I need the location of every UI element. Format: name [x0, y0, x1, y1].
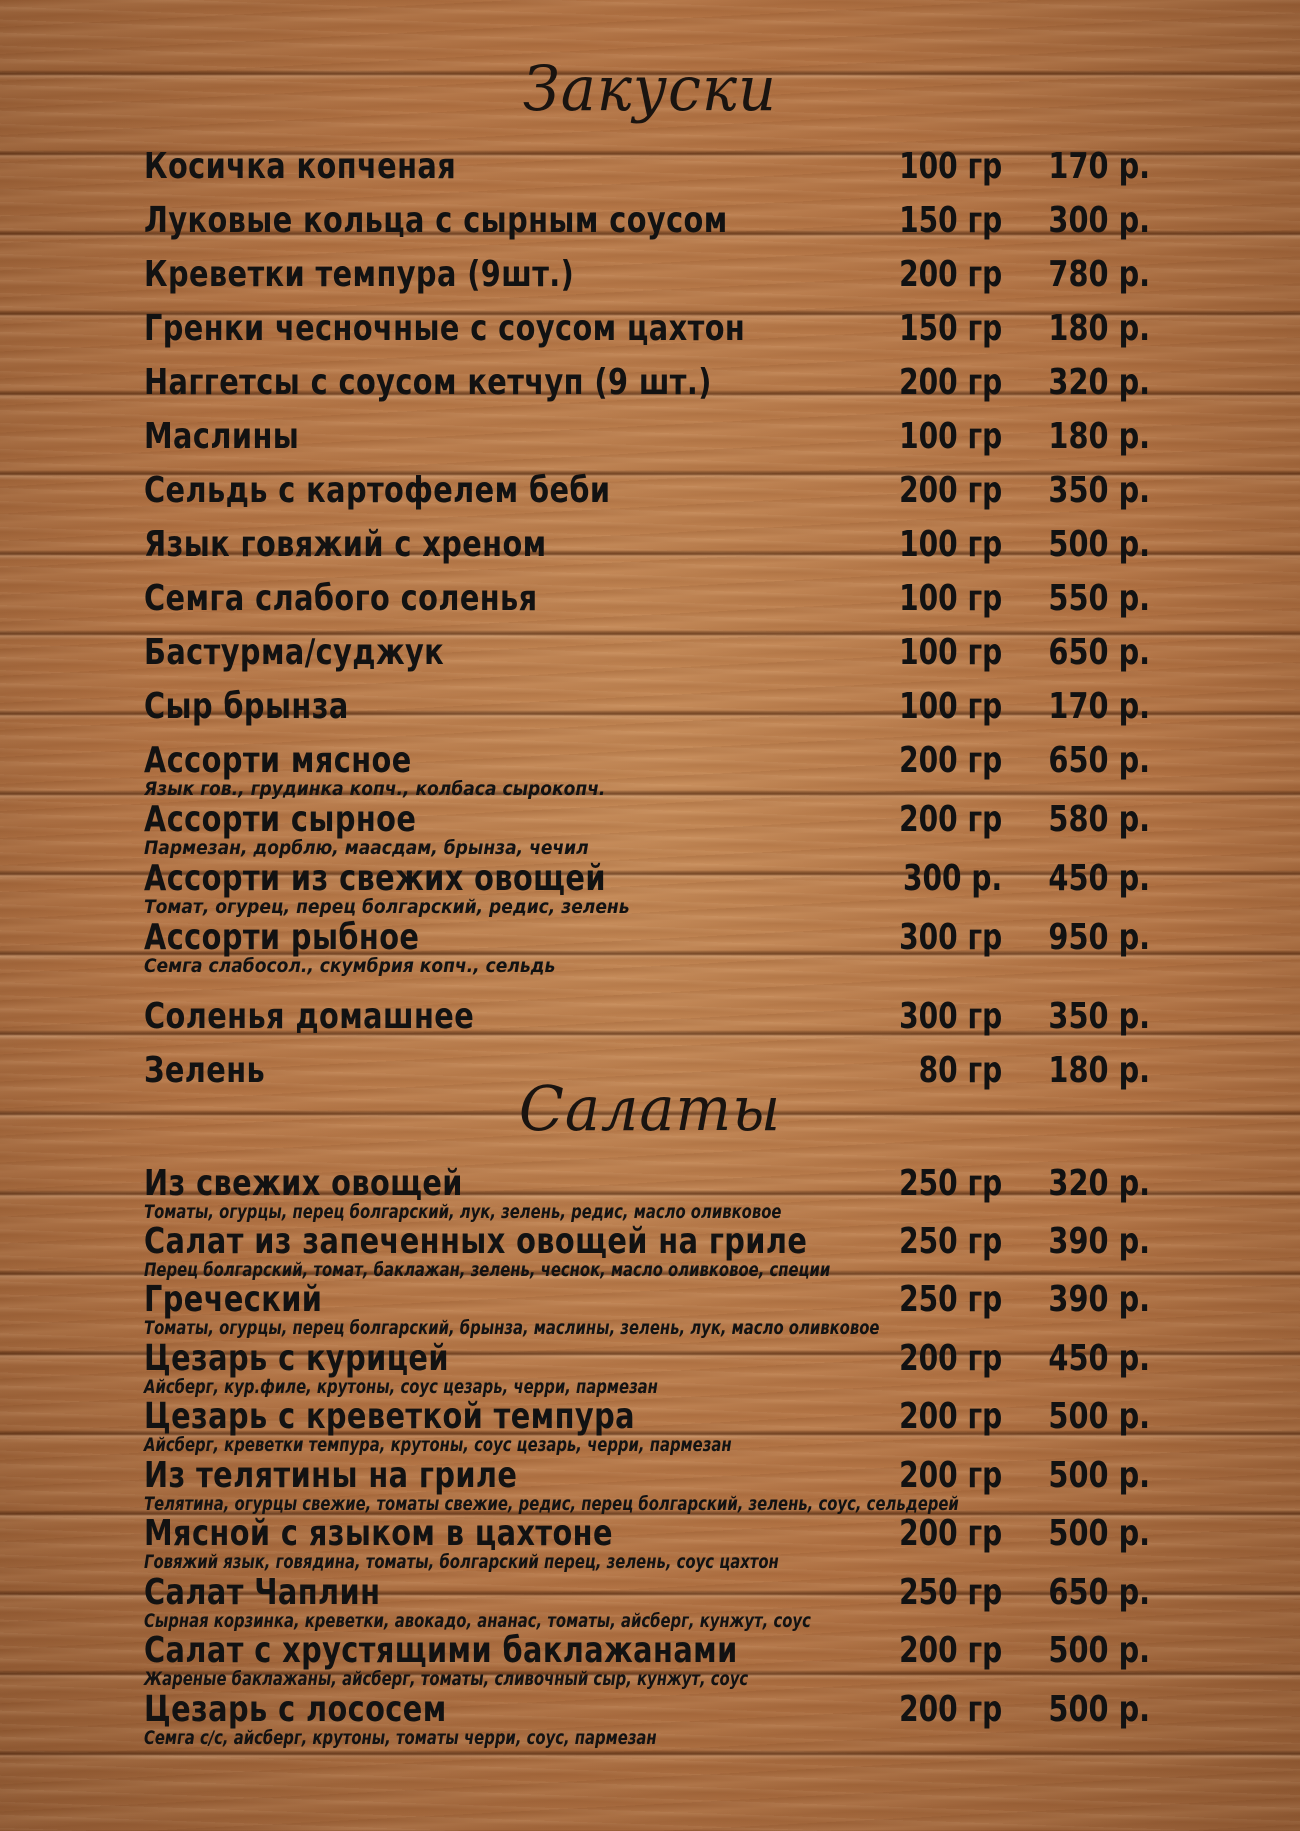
- item-price: 550 р.: [1048, 578, 1150, 619]
- menu-item: [0, 416, 1300, 470]
- item-price: 500 р.: [1048, 1455, 1150, 1496]
- item-name: Бастурма/суджук: [144, 632, 445, 673]
- item-price: 580 р.: [1048, 799, 1150, 840]
- menu-item: [0, 1572, 1300, 1632]
- item-description: Телятина, огурцы свежие, томаты свежие, редис, перец болгарский, зелень, соус, сельдерей: [144, 1493, 959, 1515]
- item-name: Ассорти сырное: [144, 799, 417, 840]
- item-name: Гренки чесночные с соусом цахтон: [144, 308, 746, 349]
- item-price: 650 р.: [1048, 740, 1150, 781]
- item-description: Айсберг, кур.филе, крутоны, соус цезарь, черри, пармезан: [144, 1376, 658, 1398]
- menu-item: [0, 632, 1300, 686]
- item-weight: 200 гр: [898, 362, 1002, 403]
- item-description: Томаты, огурцы, перец болгарский, лук, зелень, редис, масло оливковое: [144, 1201, 782, 1223]
- menu-item: [0, 1338, 1300, 1398]
- item-price: 500 р.: [1048, 1396, 1150, 1437]
- item-price: 950 р.: [1048, 917, 1150, 958]
- menu-item: [0, 254, 1300, 308]
- item-weight: 150 гр: [898, 200, 1002, 241]
- item-name: Ассорти мясное: [144, 740, 412, 781]
- item-description: Семга с/с, айсберг, крутоны, томаты черри, соус, пармезан: [144, 1727, 657, 1749]
- item-weight: 300 р.: [902, 858, 1002, 899]
- item-weight: 200 гр: [898, 470, 1002, 511]
- item-price: 500 р.: [1048, 524, 1150, 565]
- menu-item: [0, 1396, 1300, 1456]
- item-weight: 100 гр: [898, 632, 1002, 673]
- menu-item: [0, 858, 1300, 918]
- item-weight: 200 гр: [898, 1513, 1002, 1554]
- item-name: Салат Чаплин: [144, 1572, 381, 1613]
- item-weight: 200 гр: [898, 799, 1002, 840]
- item-weight: 250 гр: [898, 1163, 1002, 1204]
- item-price: 450 р.: [1048, 1338, 1150, 1379]
- item-description: Томаты, огурцы, перец болгарский, брынза, маслины, зелень, лук, масло оливковое: [144, 1317, 880, 1339]
- menu-item: [0, 146, 1300, 200]
- menu-item: [0, 1455, 1300, 1515]
- item-name: Язык говяжий с хреном: [144, 524, 547, 565]
- item-price: 500 р.: [1048, 1689, 1150, 1730]
- item-weight: 100 гр: [898, 524, 1002, 565]
- menu-item: [0, 470, 1300, 524]
- item-weight: 150 гр: [898, 308, 1002, 349]
- item-name: Косичка копченая: [144, 146, 457, 187]
- item-price: 320 р.: [1048, 362, 1150, 403]
- item-weight: 200 гр: [898, 1689, 1002, 1730]
- item-weight: 200 гр: [898, 1630, 1002, 1671]
- menu-item: [0, 799, 1300, 859]
- menu-item: [0, 917, 1300, 977]
- item-price: 780 р.: [1048, 254, 1150, 295]
- item-price: 650 р.: [1048, 632, 1150, 673]
- menu-item: [0, 362, 1300, 416]
- menu-item: [0, 1513, 1300, 1573]
- item-name: Ассорти из свежих овощей: [144, 858, 606, 899]
- item-weight: 200 гр: [898, 740, 1002, 781]
- item-name: Зелень: [144, 1050, 266, 1091]
- menu-item: [0, 200, 1300, 254]
- item-description: Жареные баклажаны, айсберг, томаты, сливочный сыр, кунжут, соус: [144, 1668, 749, 1690]
- item-price: 180 р.: [1048, 416, 1150, 457]
- menu-item: [0, 1163, 1300, 1223]
- item-price: 170 р.: [1048, 686, 1150, 727]
- section-title-salaty: Салаты: [518, 1072, 782, 1145]
- item-name: Цезарь с курицей: [144, 1338, 449, 1379]
- item-weight: 300 гр: [898, 917, 1002, 958]
- item-description: Говяжий язык, говядина, томаты, болгарский перец, зелень, соус цахтон: [144, 1551, 779, 1573]
- item-weight: 250 гр: [898, 1572, 1002, 1613]
- menu-item: [0, 1279, 1300, 1339]
- item-description: Сырная корзинка, креветки, авокадо, ананас, томаты, айсберг, кунжут, соус: [144, 1610, 811, 1632]
- item-weight: 200 гр: [898, 1338, 1002, 1379]
- item-name: Цезарь с лососем: [144, 1689, 447, 1730]
- item-description: Семга слабосол., скумбрия копч., сельдь: [144, 955, 556, 977]
- menu-item: [0, 578, 1300, 632]
- item-price: 170 р.: [1048, 146, 1150, 187]
- menu-item: [0, 524, 1300, 578]
- menu-item: [0, 1630, 1300, 1690]
- item-name: Семга слабого соленья: [144, 578, 538, 619]
- item-price: 450 р.: [1048, 858, 1150, 899]
- item-weight: 300 гр: [898, 996, 1002, 1037]
- item-price: 390 р.: [1048, 1221, 1150, 1262]
- item-name: Сельдь с картофелем беби: [144, 470, 611, 511]
- item-name: Луковые кольца с сырным соусом: [144, 200, 728, 241]
- item-price: 180 р.: [1048, 308, 1150, 349]
- item-name: Креветки темпура (9шт.): [144, 254, 575, 295]
- item-weight: 100 гр: [898, 416, 1002, 457]
- item-name: Наггетсы с соусом кетчуп (9 шт.): [144, 362, 712, 403]
- menu-item: [0, 1221, 1300, 1281]
- item-price: 500 р.: [1048, 1513, 1150, 1554]
- item-price: 300 р.: [1048, 200, 1150, 241]
- item-price: 350 р.: [1048, 470, 1150, 511]
- item-description: Язык гов., грудинка копч., колбаса сырокопч.: [144, 778, 606, 800]
- item-price: 320 р.: [1048, 1163, 1150, 1204]
- item-price: 500 р.: [1048, 1630, 1150, 1671]
- item-price: 350 р.: [1048, 996, 1150, 1037]
- item-name: Салат с хрустящими баклажанами: [144, 1630, 738, 1671]
- item-description: Пармезан, дорблю, маасдам, брынза, чечил: [144, 837, 589, 859]
- menu-item: [0, 686, 1300, 740]
- item-name: Ассорти рыбное: [144, 917, 420, 958]
- menu-item: [0, 996, 1300, 1050]
- item-name: Из телятины на гриле: [144, 1455, 518, 1496]
- item-weight: 250 гр: [898, 1221, 1002, 1262]
- item-price: 180 р.: [1048, 1050, 1150, 1091]
- item-weight: 100 гр: [898, 578, 1002, 619]
- item-name: Сыр брынза: [144, 686, 349, 727]
- item-weight: 100 гр: [898, 686, 1002, 727]
- item-weight: 80 гр: [918, 1050, 1002, 1091]
- item-price: 650 р.: [1048, 1572, 1150, 1613]
- item-name: Маслины: [144, 416, 300, 457]
- item-price: 390 р.: [1048, 1279, 1150, 1320]
- item-name: Из свежих овощей: [144, 1163, 463, 1204]
- item-name: Мясной с языком в цахтоне: [144, 1513, 613, 1554]
- item-description: Перец болгарский, томат, баклажан, зелень, чеснок, масло оливковое, специи: [144, 1259, 831, 1281]
- menu-item: [0, 308, 1300, 362]
- menu-item: [0, 1689, 1300, 1749]
- item-name: Цезарь с креветкой темпура: [144, 1396, 635, 1437]
- item-weight: 200 гр: [898, 254, 1002, 295]
- menu-item: [0, 740, 1300, 800]
- section-title-zakuski: Закуски: [523, 52, 777, 125]
- item-name: Греческий: [144, 1279, 323, 1320]
- item-weight: 250 гр: [898, 1279, 1002, 1320]
- item-description: Айсберг, креветки темпура, крутоны, соус цезарь, черри, пармезан: [144, 1434, 732, 1456]
- item-name: Соленья домашнее: [144, 996, 475, 1037]
- item-weight: 200 гр: [898, 1396, 1002, 1437]
- item-weight: 200 гр: [898, 1455, 1002, 1496]
- item-weight: 100 гр: [898, 146, 1002, 187]
- item-name: Салат из запеченных овощей на гриле: [144, 1221, 808, 1262]
- item-description: Томат, огурец, перец болгарский, редис, зелень: [144, 896, 630, 918]
